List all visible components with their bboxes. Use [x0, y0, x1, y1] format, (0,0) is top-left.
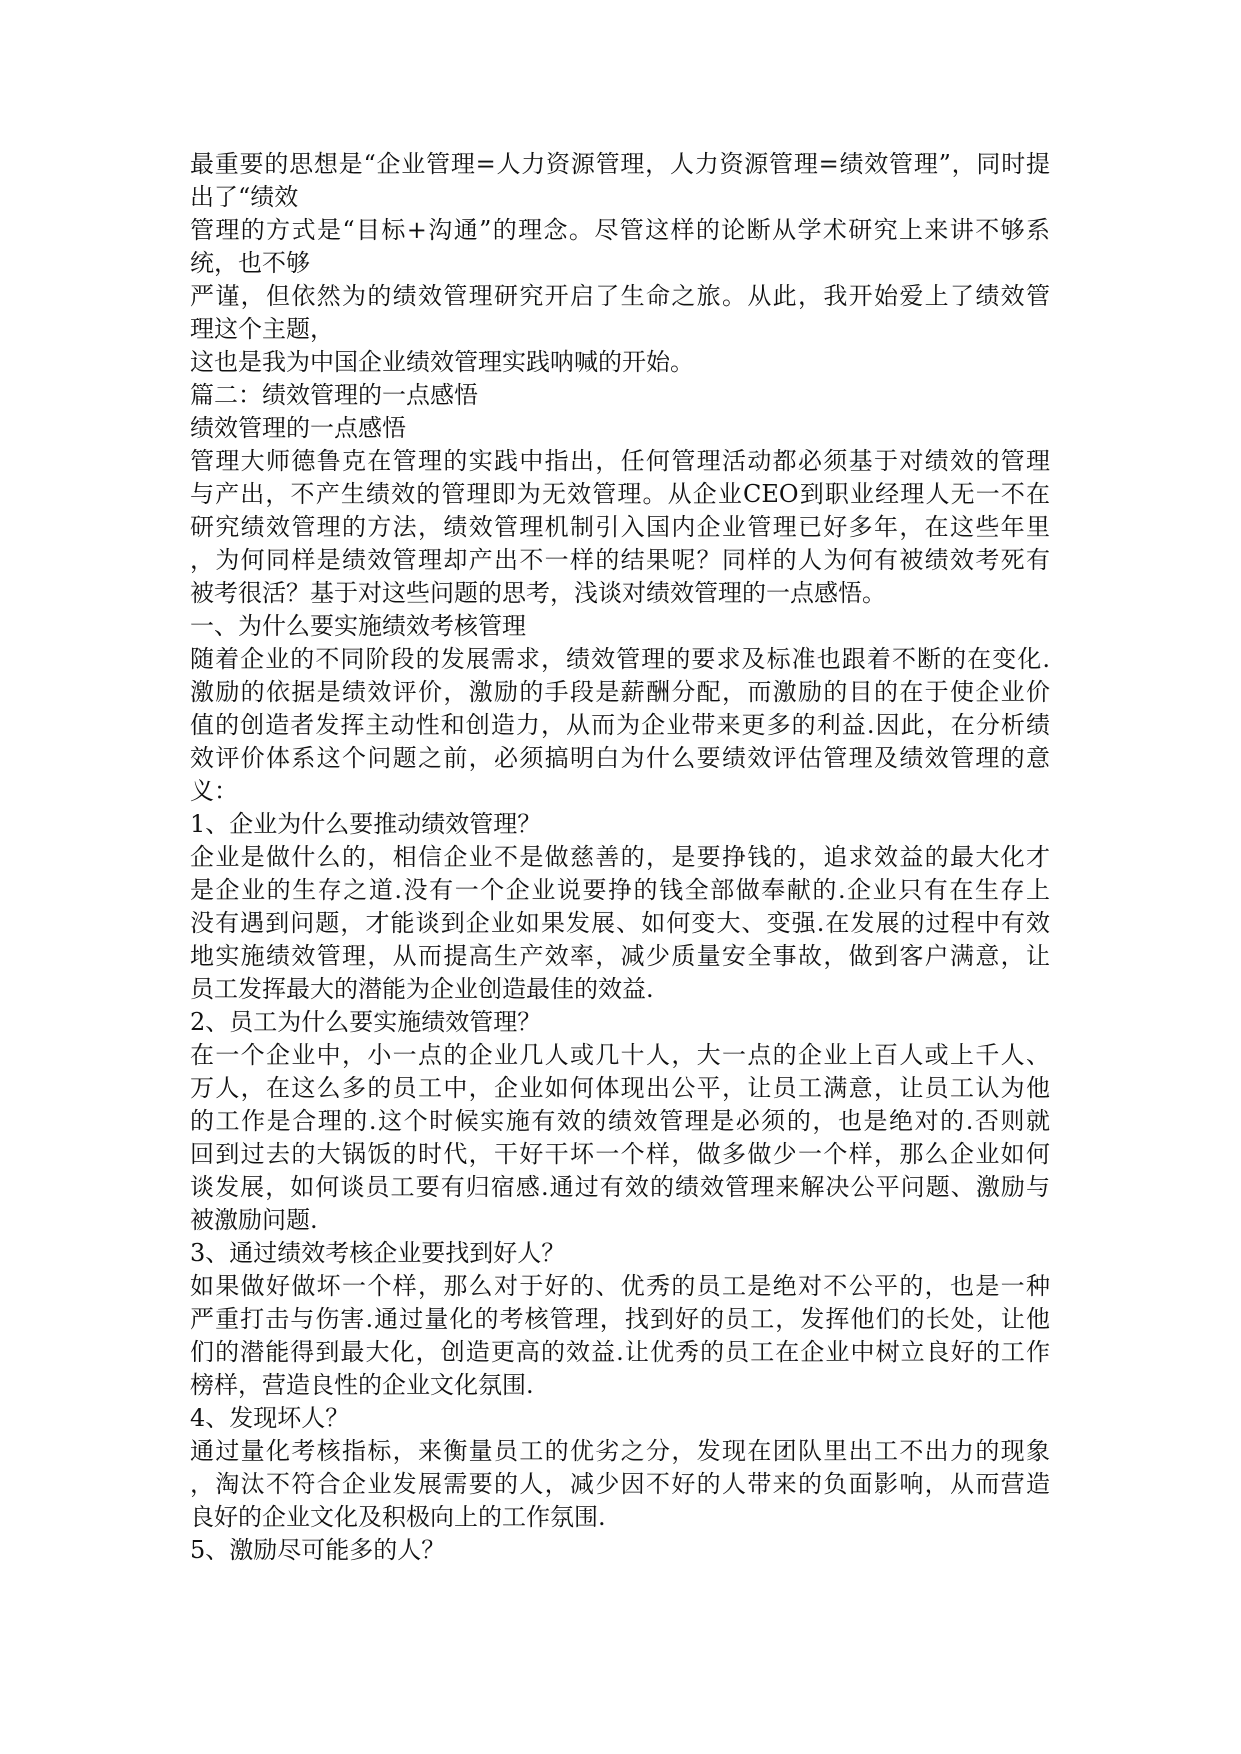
text-line: 如果做好做坏一个样，那么对于好的、优秀的员工是绝对不公平的，也是一种 — [190, 1272, 1050, 1300]
text-line: 随着企业的不同阶段的发展需求，绩效管理的要求及标准也跟着不断的在变化. — [190, 645, 1050, 673]
text-line: 严重打击与伤害.通过量化的考核管理，找到好的员工，发挥他们的长处，让他 — [190, 1305, 1050, 1333]
document-page — [190, 148, 1050, 1567]
text-line: 出了“绩效 — [190, 183, 299, 211]
text-line: 最重要的思想是“企业管理=人力资源管理，人力资源管理=绩效管理”，同时提 — [190, 150, 1050, 178]
text-line: 被激励问题. — [190, 1206, 318, 1234]
text-line: 万人，在这么多的员工中，企业如何体现出公平，让员工满意，让员工认为他 — [190, 1074, 1050, 1102]
text-line: 效评价体系这个问题之前，必须搞明白为什么要绩效评估管理及绩效管理的意 — [190, 744, 1050, 772]
text-line: 严谨，但依然为的绩效管理研究开启了生命之旅。从此，我开始爱上了绩效管 — [190, 282, 1050, 310]
text-line: 没有遇到问题，才能谈到企业如果发展、如何变大、变强.在发展的过程中有效 — [190, 909, 1050, 937]
text-line: ，为何同样是绩效管理却产出不一样的结果呢？同样的人为何有被绩效考死有 — [190, 546, 1050, 574]
text-line: 管理大师德鲁克在管理的实践中指出，任何管理活动都必须基于对绩效的管理 — [190, 447, 1050, 475]
text-line: 的工作是合理的.这个时候实施有效的绩效管理是必须的，也是绝对的.否则就 — [190, 1107, 1050, 1135]
text-line: 管理的方式是“目标+沟通”的理念。尽管这样的论断从学术研究上来讲不够系 — [190, 216, 1050, 244]
text-line: 地实施绩效管理，从而提高生产效率，减少质量安全事故，做到客户满意，让 — [190, 942, 1050, 970]
text-line: 统，也不够 — [190, 249, 310, 277]
text-line: 是企业的生存之道.没有一个企业说要挣的钱全部做奉献的.企业只有在生存上 — [190, 876, 1050, 904]
text-line: 研究绩效管理的方法，绩效管理机制引入国内企业管理已好多年，在这些年里 — [190, 513, 1050, 541]
text-line: 这也是我为中国企业绩效管理实践呐喊的开始。 — [190, 348, 694, 376]
text-line: 们的潜能得到最大化，创造更高的效益.让优秀的员工在企业中树立良好的工作 — [190, 1338, 1050, 1366]
text-line: 一、为什么要实施绩效考核管理 — [190, 612, 526, 640]
text-line: 值的创造者发挥主动性和创造力，从而为企业带来更多的利益.因此，在分析绩 — [190, 711, 1050, 739]
text-line: 与产出，不产生绩效的管理即为无效管理。从企业CEO到职业经理人无一不在 — [190, 480, 1050, 508]
text-line: 回到过去的大锅饭的时代，干好干坏一个样，做多做少一个样，那么企业如何 — [190, 1140, 1050, 1168]
text-line: 1、企业为什么要推动绩效管理？ — [190, 810, 542, 838]
text-line: 理这个主题， — [190, 315, 334, 343]
text-line: 4、发现坏人？ — [190, 1404, 350, 1432]
text-line: ，淘汰不符合企业发展需要的人，减少因不好的人带来的负面影响，从而营造 — [190, 1470, 1050, 1498]
text-line: 榜样，营造良性的企业文化氛围. — [190, 1371, 534, 1399]
text-line: 5、激励尽可能多的人？ — [190, 1536, 446, 1564]
text-line: 企业是做什么的，相信企业不是做慈善的，是要挣钱的，追求效益的最大化才 — [190, 843, 1050, 871]
text-line: 义： — [190, 777, 238, 805]
text-line: 绩效管理的一点感悟 — [190, 414, 406, 442]
text-line: 2、员工为什么要实施绩效管理？ — [190, 1008, 542, 1036]
text-line: 通过量化考核指标，来衡量员工的优劣之分，发现在团队里出工不出力的现象 — [190, 1437, 1050, 1465]
text-line: 3、通过绩效考核企业要找到好人？ — [190, 1239, 566, 1267]
text-line: 被考很活？基于对这些问题的思考，浅谈对绩效管理的一点感悟。 — [190, 579, 886, 607]
text-line: 良好的企业文化及积极向上的工作氛围. — [190, 1503, 606, 1531]
text-line: 在一个企业中，小一点的企业几人或几十人，大一点的企业上百人或上千人、 — [190, 1041, 1050, 1069]
text-line: 篇二：绩效管理的一点感悟 — [190, 381, 478, 409]
text-line: 激励的依据是绩效评价，激励的手段是薪酬分配，而激励的目的在于使企业价 — [190, 678, 1050, 706]
text-line: 谈发展，如何谈员工要有归宿感.通过有效的绩效管理来解决公平问题、激励与 — [190, 1173, 1050, 1201]
text-line: 员工发挥最大的潜能为企业创造最佳的效益. — [190, 975, 654, 1003]
